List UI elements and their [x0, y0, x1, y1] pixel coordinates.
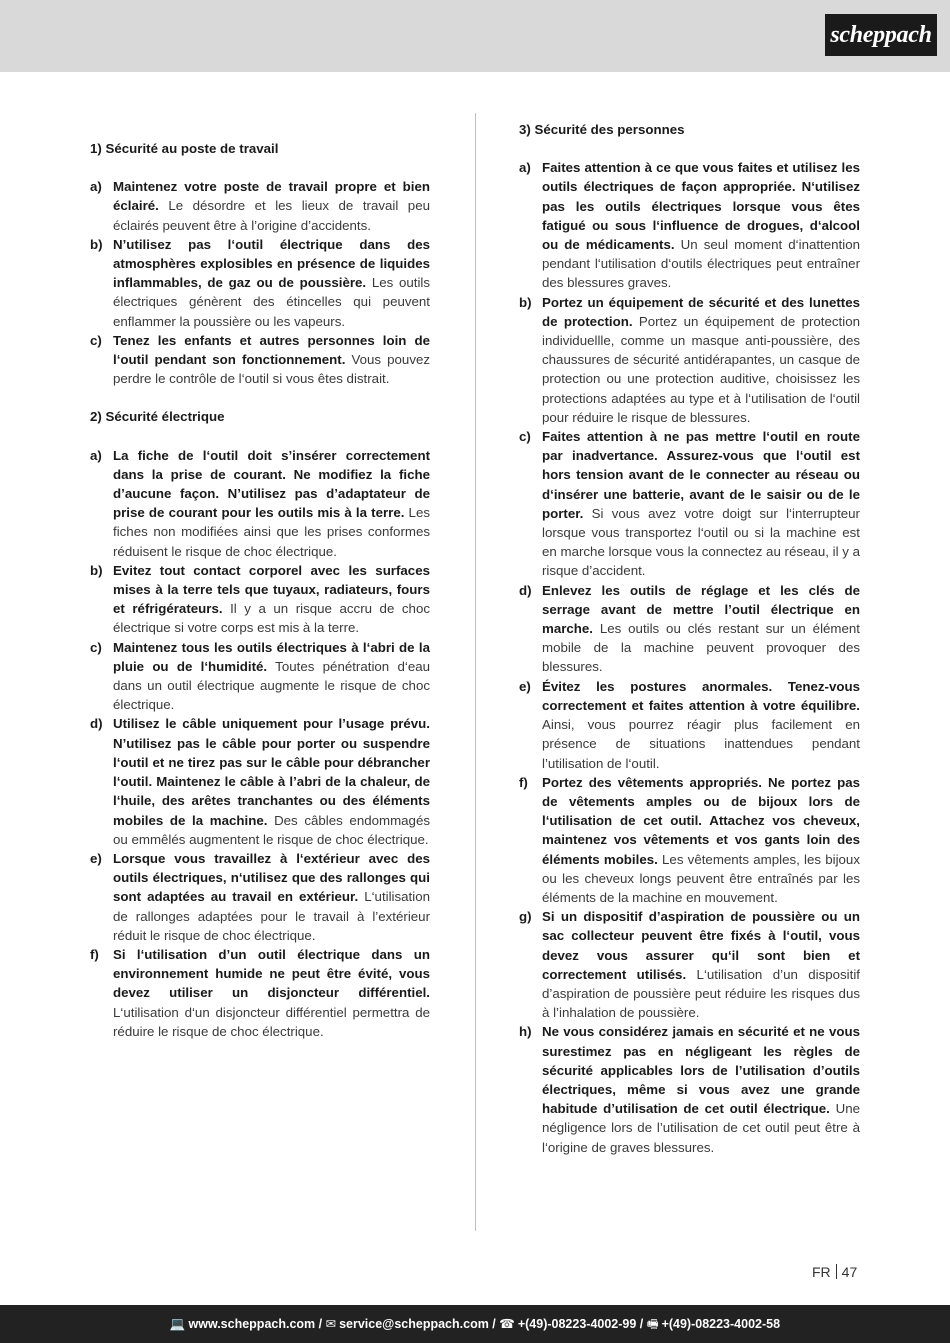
left-column [90, 120, 430, 1041]
list-item [519, 677, 860, 773]
item-body-text: Il y a un risque accru de choc électrique si votre corps est mis à la terre. [113, 601, 430, 636]
item-bold-text: Portez des vêtements appropriés. Ne portez pas de vêtements amples ou de bijoux lors de l‘utilisation de cet outil. Attachez vos cheveux, maintenez vos vêtements et vos gants loin des éléments mobiles. [542, 774, 860, 867]
item-text [113, 177, 430, 235]
list-item [90, 235, 430, 331]
item-text [542, 1022, 860, 1156]
list-item [90, 638, 430, 715]
section-title: 2) Sécurité électrique [90, 409, 225, 425]
item-text [113, 638, 430, 715]
list-item [90, 331, 430, 389]
page-number-value: 47 [841, 1264, 858, 1280]
item-text [542, 677, 860, 773]
footer-phone: +(49)-08223-4002-99 [517, 1317, 637, 1331]
item-bold-text: Lorsque vous travaillez à l‘extérieur avec des outils électriques, n‘utilisez que des rallonges qui sont adaptées au travail en extérieur. [113, 850, 430, 905]
list-item [519, 158, 860, 292]
item-letter: g) [519, 909, 532, 925]
item-body-text: L‘utilisation d‘un disjoncteur différentiel permettra de réduire le risque de choc électrique. [113, 1004, 430, 1039]
list-item [519, 1022, 860, 1156]
column-divider [475, 113, 476, 1231]
item-letter: c) [90, 332, 102, 348]
item-letter: b) [90, 562, 103, 578]
item-body-text: Les vêtements amples, les bijoux ou les cheveux longs peuvent être entraînés par les éléments de la machine en mouvement. [542, 851, 860, 905]
item-bold-text: Évitez les postures anormales. Tenez-vous correctement et faites attention à votre équilibre. [542, 678, 860, 713]
item-letter: f) [90, 946, 99, 962]
footer-website[interactable]: www.scheppach.com [188, 1317, 316, 1331]
item-body-text: Une négligence lors de l’utilisation de cet outil peut être à l‘origine de graves blessures. [542, 1101, 860, 1155]
item-body-text: Si vous avez votre doigt sur l‘interrupteur lorsque vous transportez l‘outil ou si la machine est en marche lorsque vous la connectez au réseau, il y a risque d’accident. [542, 505, 860, 579]
item-letter: a) [519, 160, 531, 176]
item-bold-text: Tenez les enfants et autres personnes loin de l‘outil pendant son fonctionnement. [113, 332, 430, 368]
item-bold-text: Ne vous considérez jamais en sécurité et ne vous surestimez pas en négligeant les règles de sécurité applicables lors de l’utilisation d’outils électriques, même si vous avez une grande habitude d’utilisation de cet outil électrique. [542, 1024, 860, 1117]
item-bold-text: Faites attention à ne pas mettre l‘outil en route par inadvertance. Assurez-vous que l‘outil est hors tension avant de le connecter au réseau ou d‘insérer une batterie, avant de le saisir ou de le porter. [542, 429, 860, 521]
list-item [519, 773, 860, 907]
item-text [542, 907, 860, 1022]
item-body-text: Les outils ou clés restant sur un élément mobile de la machine peuvent provoquer des blessures. [542, 621, 860, 675]
item-body-text: Un seul moment d‘inattention pendant l‘utilisation d‘outils électriques peut entraîner des blessures graves. [542, 237, 860, 291]
list-item [519, 907, 860, 1022]
item-letter: d) [519, 582, 532, 598]
item-bold-text: Si un dispositif d’aspiration de poussière ou un sac collecteur peuvent être fixés à l‘outil, vous devez vous assurer qu‘il sont bien et correctement utilisés. [542, 909, 860, 982]
email-icon: ✉ [325, 1317, 337, 1331]
item-letter: d) [90, 716, 103, 732]
page-number-separator [836, 1264, 837, 1279]
item-letter: h) [519, 1024, 532, 1040]
item-body-text: L‘utilisation d’un dispositif d’aspiration de poussière peut réduire les risques dus à l’inhalation de poussière. [542, 966, 860, 1021]
item-text [542, 773, 860, 907]
right-column [519, 120, 860, 1157]
item-letter: e) [519, 678, 531, 694]
item-text [542, 581, 860, 677]
item-text [542, 293, 860, 427]
item-text [542, 158, 860, 292]
section-gap [90, 388, 430, 407]
item-bold-text: La fiche de l‘outil doit s’insérer correctement dans la prise de courant. Ne modifiez la fiche d’aucune façon. N’utilisez pas d’adaptateur de prise de courant pour les outils mis à la terre. [113, 447, 430, 521]
item-body-text: Vous pouvez perdre le contrôle de l‘outil si vous êtes distrait. [113, 352, 431, 387]
page-language: FR [812, 1264, 831, 1280]
header-band [0, 0, 950, 72]
footer-fax: +(49)-08223-4002-58 [661, 1317, 781, 1331]
item-text [113, 235, 430, 331]
item-body-text: Toutes pénétration d‘eau dans un outil électrique augmente le risque de choc électrique. [113, 658, 431, 713]
list-item [90, 561, 430, 638]
item-text [113, 331, 430, 389]
item-body-text: Les outils électriques génèrent des étincelles qui peuvent enflammer la poussière ou les vapeurs. [113, 275, 430, 329]
footer-email[interactable]: service@scheppach.com [339, 1317, 489, 1331]
section-title: 1) Sécurité au poste de travail [90, 141, 279, 156]
section-title: 3) Sécurité des personnes [519, 122, 685, 137]
list-item [90, 849, 430, 945]
computer-icon: 💻 [169, 1317, 186, 1331]
item-letter: a) [90, 447, 102, 463]
footer-band: 💻 www.scheppach.com / ✉ service@scheppach.com / ☎ +(49)-08223-4002-99 / 🖷 +(49)-08223-4002-58 [0, 1305, 950, 1343]
fax-icon: 🖷 [646, 1317, 659, 1331]
list-item [90, 446, 430, 561]
item-bold-text: Si l‘utilisation d’un outil électrique dans un environnement humide ne peut être évité, vous devez utiliser un disjoncteur différentiel. [113, 946, 430, 1001]
item-letter: f) [519, 774, 528, 790]
list-item [519, 427, 860, 581]
item-bold-text: Utilisez le câble uniquement pour l’usage prévu. N’utilisez pas le câble pour porter ou suspendre l‘outil et ne tirez pas sur le câble pour débrancher l‘outil. Maintenez le câble à l’abri de la chaleur, de l‘huile, des arêtes tranchantes ou des éléments mobiles de la machine. [113, 716, 430, 828]
list-item [90, 177, 430, 235]
item-text [113, 849, 430, 945]
item-letter: b) [519, 294, 532, 310]
list-item [90, 714, 430, 848]
item-body-text: Le désordre et les lieux de travail peu éclairés peuvent être à l’origine d’accidents. [113, 198, 430, 233]
item-body-text: Ainsi, vous pourrez réagir plus facilement en présence de situations inattendues pendant l’utilisation de l‘outil. [542, 717, 860, 771]
item-letter: c) [90, 639, 102, 655]
scheppach-logo: scheppach [825, 14, 937, 56]
item-letter: b) [90, 236, 103, 252]
phone-icon: ☎ [499, 1317, 515, 1331]
list-item [519, 293, 860, 427]
item-letter: c) [519, 429, 531, 445]
item-text [542, 427, 860, 581]
item-bold-text: Enlevez les outils de réglage et les clés de serrage avant de mettre l’outil électrique en marche. [542, 582, 860, 637]
item-text [113, 446, 430, 561]
page-number [812, 1264, 857, 1280]
item-body-text: Portez un équipement de protection individuellle, comme un masque anti-poussière, des chaussures de sécurité antidérapantes, un casque de protection ou une protection auditive, choisissez les protections adaptées au type et à l‘utilisation de l‘outil pour réduire le risque de blessures. [542, 313, 860, 425]
item-body-text: Des câbles endommagés ou emmêlés augmentent le risque de choc électrique. [113, 812, 430, 847]
item-bold-text: Portez un équipement de sécurité et des lunettes de protection. [542, 294, 860, 329]
item-text [113, 714, 430, 848]
item-bold-text: Evitez tout contact corporel avec les surfaces mises à la terre tels que tuyaux, radiateurs, fours et réfrigérateurs. [113, 562, 430, 617]
list-item [90, 945, 430, 1041]
item-letter: a) [90, 179, 102, 195]
item-letter: e) [90, 850, 102, 866]
item-text [113, 945, 430, 1041]
item-bold-text: Maintenez tous les outils électriques à l‘abri de la pluie ou de l‘humidité. [113, 639, 430, 674]
item-body-text: L‘utilisation de rallonges adaptées pour le travail à l’extérieur réduit le risque de choc électrique. [113, 889, 430, 943]
item-bold-text: Faites attention à ce que vous faites et utilisez les outils électriques de façon appropriée. N‘utilisez pas les outils électriques lorsque vous êtes fatigué ou sous l‘influence de drogues, d‘alcool ou de médicaments. [542, 160, 860, 253]
item-text [113, 561, 430, 638]
item-bold-text: Maintenez votre poste de travail propre et bien éclairé. [113, 179, 430, 214]
item-bold-text: N’utilisez pas l‘outil électrique dans des atmosphères explosibles en présence de liquides inflammables, de gaz ou de poussière. [113, 236, 430, 291]
item-body-text: Les fiches non modifiées ainsi que les prises conformes réduisent le risque de choc électrique. [113, 505, 430, 559]
list-item [519, 581, 860, 677]
